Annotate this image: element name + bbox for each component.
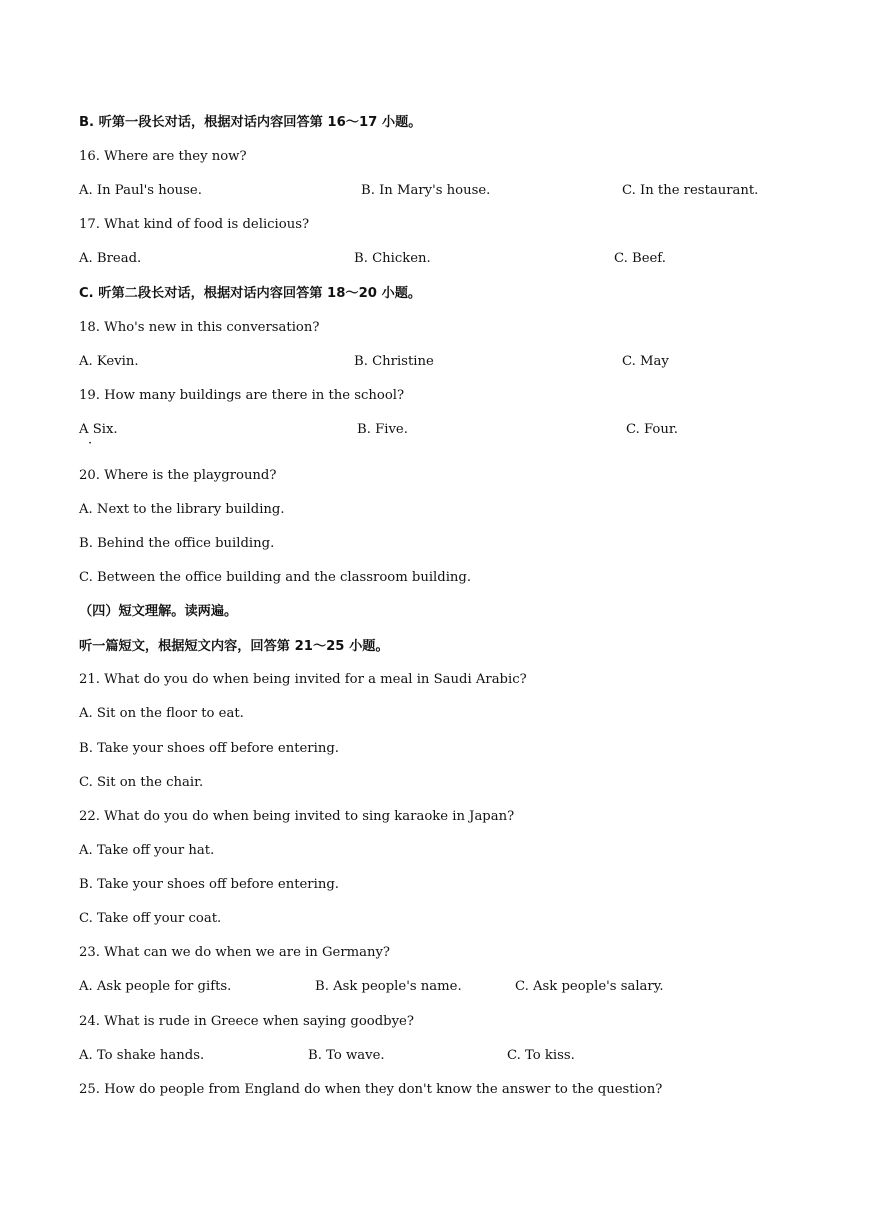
stray-dot: · [88, 436, 93, 451]
question-23: 23. What can we do when we are in Germany? [79, 945, 391, 960]
q23-option-c: C. Ask people's salary. [515, 979, 664, 994]
question-25: 25. How do people from England do when they don't know the answer to the question? [79, 1082, 663, 1097]
q24-option-b: B. To wave. [308, 1048, 385, 1063]
q17-option-c: C. Beef. [614, 251, 666, 266]
part4-instruction: 听一篇短文，根据短文内容，回答第 21～25 小题。 [79, 639, 389, 654]
q23-option-b: B. Ask people's name. [315, 979, 462, 994]
q21-option-a: A. Sit on the floor to eat. [79, 706, 244, 721]
q18-option-a: A. Kevin. [79, 354, 139, 369]
question-16: 16. Where are they now? [79, 149, 247, 164]
question-18: 18. Who's new in this conversation? [79, 320, 320, 335]
q22-option-b: B. Take your shoes off before entering. [79, 877, 339, 892]
q16-option-c: C. In the restaurant. [622, 183, 759, 198]
section-b-heading: B. 听第一段长对话，根据对话内容回答第 16～17 小题。 [79, 115, 422, 130]
question-24: 24. What is rude in Greece when saying goodbye? [79, 1014, 414, 1029]
q16-option-a: A. In Paul's house. [79, 183, 202, 198]
q20-option-c: C. Between the office building and the classroom building. [79, 570, 472, 585]
q19-option-c: C. Four. [626, 422, 678, 437]
question-22: 22. What do you do when being invited to sing karaoke in Japan? [79, 809, 515, 824]
q17-option-b: B. Chicken. [354, 251, 431, 266]
q23-option-a: A. Ask people for gifts. [79, 979, 232, 994]
q19-option-a: A Six. [79, 422, 118, 437]
q19-option-b: B. Five. [357, 422, 408, 437]
q21-option-b: B. Take your shoes off before entering. [79, 741, 339, 756]
question-17: 17. What kind of food is delicious? [79, 217, 310, 232]
section-c-heading: C. 听第二段长对话，根据对话内容回答第 18～20 小题。 [79, 286, 422, 301]
q16-option-b: B. In Mary's house. [361, 183, 491, 198]
q24-option-c: C. To kiss. [507, 1048, 575, 1063]
q22-option-c: C. Take off your coat. [79, 911, 222, 926]
q18-option-c: C. May [622, 354, 669, 369]
question-20: 20. Where is the playground? [79, 468, 277, 483]
q20-option-a: A. Next to the library building. [79, 502, 285, 517]
question-21: 21. What do you do when being invited for a meal in Saudi Arabic? [79, 672, 527, 687]
question-19: 19. How many buildings are there in the school? [79, 388, 405, 403]
q24-option-a: A. To shake hands. [79, 1048, 205, 1063]
q20-option-b: B. Behind the office building. [79, 536, 275, 551]
q18-option-b: B. Christine [354, 354, 434, 369]
q22-option-a: A. Take off your hat. [79, 843, 215, 858]
q17-option-a: A. Bread. [79, 251, 142, 266]
part4-heading: （四）短文理解。读两遍。 [79, 604, 238, 619]
q21-option-c: C. Sit on the chair. [79, 775, 204, 790]
